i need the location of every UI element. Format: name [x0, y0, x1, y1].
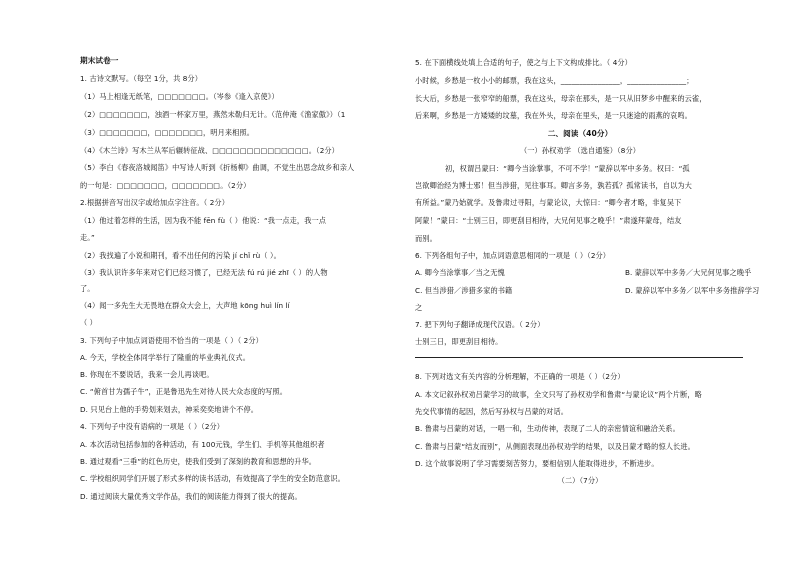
text-line: A. 今天，学校全体同学举行了隆重的毕业典礼仪式。 [80, 353, 250, 362]
text-line: 之 [415, 303, 423, 312]
option-a: A. 卿今当涂掌事／当之无愧 [415, 268, 505, 277]
text-line: 后来啊，乡愁是一方矮矮的坟墓，我在外头，母亲在里头，是一只迷途的雨燕的哀鸣。 [415, 111, 692, 120]
text-line: B. 鲁肃与吕蒙的对话，一唱一和，生动传神，表现了二人的亲密情谊和融洽关系。 [415, 424, 680, 433]
text-line: 4. 下列句子中没有语病的一项是（ ）（2分） [80, 422, 225, 431]
question-7: 7. 把下列句子翻译成现代汉语。（ 2分） [415, 320, 545, 329]
answer-line [415, 357, 743, 358]
passage-line: 岂欲卿治经为博士邪！但当涉猎，见往事耳。卿言多务，孰若孤？孤常读书，自以为大 [415, 181, 692, 190]
passage-line: 而别。 [415, 234, 437, 243]
text-line: （4）《木兰诗》写木兰从军后辗转征战、□□□□□□□□□□□□□□。（2分） [80, 146, 339, 155]
text-line: 1. 古诗文默写。（每空 1分，共 8分） [80, 74, 202, 83]
text-line: 的一句是：□□□□□□□，□□□□□□□。（2分） [80, 181, 251, 190]
passage-line: 阿蒙！”蒙曰：“士别三日，即更刮目相待，大兄何见事之晚乎！”肃遂拜蒙母，结友 [415, 216, 682, 225]
text-line: A. 本文记叙孙权劝吕蒙学习的故事，全文只写了孙权劝学和鲁肃“与蒙论议”两个片断，略 [415, 390, 702, 399]
text-line: B. 你现在不要说话，我来一会儿再谈吧。 [80, 370, 214, 379]
text-line: 2.根据拼音写出汉字或给加点字注音。（ 2分） [80, 198, 229, 207]
exam-title: 期末试卷一 [80, 56, 119, 65]
text-line: （1）他过着怎样的生活，因为我不能 fēn fù（ ）他说：“我一点走，我一点 [80, 216, 327, 225]
text-line: C. 学校组织同学们开展了形式多样的读书活动，有效提高了学生的安全防范意识。 [80, 474, 345, 483]
text-line: A. 本次活动包括参加的各种活动，有 100元钱，学生们、手机等其他组织者 [80, 440, 325, 449]
text-line: （4）闻一多先生大无畏地在群众大会上，大声地 kōng huì lín lí [80, 301, 290, 310]
text-line: （3）我认识许多年来对它们已经习惯了，已经无法 fú rú jié zhī（ ）的人物 [80, 268, 328, 277]
text-line: 长大后，乡愁是一张窄窄的船票，我在这头，母亲在那头，是一只从旧梦乡中醒来的云雀， [415, 94, 707, 103]
option-d: D. 蒙辞以军中多务／以军中多务推辞学习 [625, 286, 760, 295]
text-line: 3. 下列句子中加点词语使用不恰当的一项是（ ）（ 2分） [80, 336, 263, 345]
right-column [415, 0, 760, 565]
passage-line: 有所益。”蒙乃始就学。及鲁肃过寻阳，与蒙论议，大惊曰：“卿今者才略，非复吴下 [415, 198, 682, 207]
text-line: 了。 [80, 284, 95, 293]
question-8: 8. 下列对选文有关内容的分析理解，不正确的一项是（ ）（2分） [415, 372, 625, 381]
text-line: C. 鲁肃与吕蒙“结友而别”，从侧面表现出孙权劝学的结果，以及吕蒙才略的惊人长进。 [415, 442, 695, 451]
text-line: D. 只见台上他的手势划来划去，神采奕奕地讲个不停。 [80, 405, 259, 414]
option-b: B. 蒙辞以军中多务／大兄何见事之晚乎 [625, 268, 752, 277]
passage-title: （一）孙权劝学 （选自通鉴）（8分） [519, 146, 641, 155]
text-line: （2）我找遍了小说和期刊，看不出任何的污染 jí chǐ rù（ ）。 [80, 251, 281, 260]
text-line: （2）□□□□□□□，浊酒一杯家万里，燕然未勒归无计。（范仲淹《渔家傲》）（1 [80, 110, 346, 119]
passage-line: 初，权谓吕蒙曰：“卿今当涂掌事，不可不学！”蒙辞以军中多务。权曰：“孤 [445, 164, 690, 173]
text-line: 小时候，乡愁是一枚小小的邮票，我在这头，________________，________________； [415, 76, 694, 85]
text-line: C. “俯首甘为孺子牛”，正是鲁迅先生对待人民大众态度的写照。 [80, 387, 288, 396]
question-6: 6. 下列各组句子中，加点词语意思相同的一项是（ ）（2分） [415, 251, 611, 260]
left-column [80, 0, 390, 565]
text-line: （ ） [80, 318, 97, 327]
text-line: （3）□□□□□□□，□□□□□□□，明月来相照。 [80, 128, 255, 137]
text-line: （5）李白《春夜洛城闻笛》中写诗人听到《折杨柳》曲调，不觉生出思念故乡和亲人 [80, 163, 355, 172]
section-subtitle: （二）（7分） [557, 476, 603, 485]
option-c: C. 但当涉猎／涉猎多家的书籍 [415, 286, 513, 295]
text-line: B. 通过观看“三垂”的红色历史，使我们受到了深刻的教育和思想的升华。 [80, 457, 317, 466]
text-line: （1）马上相逢无纸笔，□□□□□□□。（岑参《逢入京使》） [80, 92, 279, 101]
text-line: D. 这个故事说明了学习需要刻苦努力，要相信别人能取得进步，不断进步。 [415, 459, 659, 468]
text-line: D. 通过阅读大量优秀文学作品，我们的阅读能力得到了很大的提高。 [80, 492, 302, 501]
text-line: 先交代事情的起因，然后写孙权与吕蒙的对话。 [415, 407, 569, 416]
text-line: 5. 在下面横线处填上合适的句子，使之与上下文构成排比。（ 4分） [415, 58, 632, 67]
text-line: 士别三日，即更刮目相待。 [415, 337, 503, 346]
section-title: 二、阅读（40分） [547, 129, 613, 138]
text-line: 走。” [80, 233, 95, 242]
